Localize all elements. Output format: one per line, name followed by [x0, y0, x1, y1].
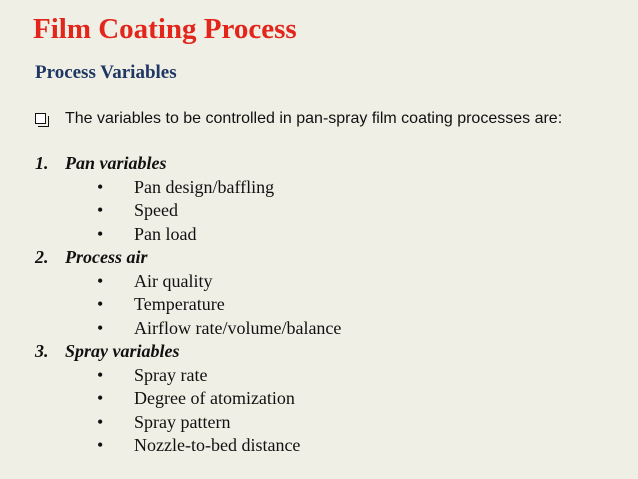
group-label: Process air	[65, 247, 148, 267]
bullet-icon: •	[97, 317, 104, 338]
list-item	[35, 364, 208, 388]
group-number: 2.	[35, 247, 49, 267]
group-heading	[35, 340, 180, 364]
bullet-icon: •	[97, 411, 104, 432]
list-item	[35, 317, 342, 341]
list-item-text: Nozzle-to-bed distance	[134, 435, 301, 455]
list-item-text: Air quality	[134, 270, 213, 291]
list-item	[35, 199, 180, 223]
bullet-icon: •	[97, 176, 104, 197]
list-item	[35, 270, 213, 294]
list-item	[35, 434, 301, 458]
list-item	[35, 293, 225, 317]
bullet-icon: •	[97, 388, 104, 408]
variable-group	[35, 246, 342, 340]
list-item-text: Speed	[134, 200, 178, 220]
variables-list	[35, 152, 342, 458]
list-item-text: Degree of atomization	[134, 388, 295, 408]
list-item-text: Temperature	[134, 294, 225, 314]
list-item	[35, 176, 275, 200]
list-item	[35, 223, 197, 247]
bullet-icon: •	[97, 435, 104, 455]
bullet-icon: •	[97, 223, 104, 244]
intro-paragraph	[35, 107, 610, 131]
group-label: Spray variables	[65, 341, 180, 361]
list-item	[35, 411, 231, 435]
checkbox-bullet-icon	[35, 113, 46, 124]
variable-group	[35, 340, 301, 458]
bullet-icon: •	[97, 270, 104, 291]
slide-title: Film Coating Process	[33, 13, 297, 45]
list-item-text: Pan design/baffling	[134, 176, 275, 197]
variable-group	[35, 152, 275, 246]
list-item-text: Spray rate	[134, 364, 208, 385]
list-item-text: Airflow rate/volume/balance	[134, 317, 342, 338]
bullet-icon: •	[97, 294, 104, 314]
intro-text: The variables to be controlled in pan-spray film coating processes are:	[65, 110, 563, 127]
bullet-icon: •	[97, 200, 104, 220]
group-heading	[35, 246, 180, 270]
slide-subtitle: Process Variables	[35, 62, 177, 83]
group-label: Pan variables	[65, 153, 167, 173]
list-item-text: Spray pattern	[134, 411, 231, 432]
group-number: 1.	[35, 153, 49, 173]
list-item	[35, 387, 295, 411]
group-number: 3.	[35, 341, 49, 361]
group-heading	[35, 152, 180, 176]
bullet-icon: •	[97, 364, 104, 385]
list-item-text: Pan load	[134, 223, 197, 244]
